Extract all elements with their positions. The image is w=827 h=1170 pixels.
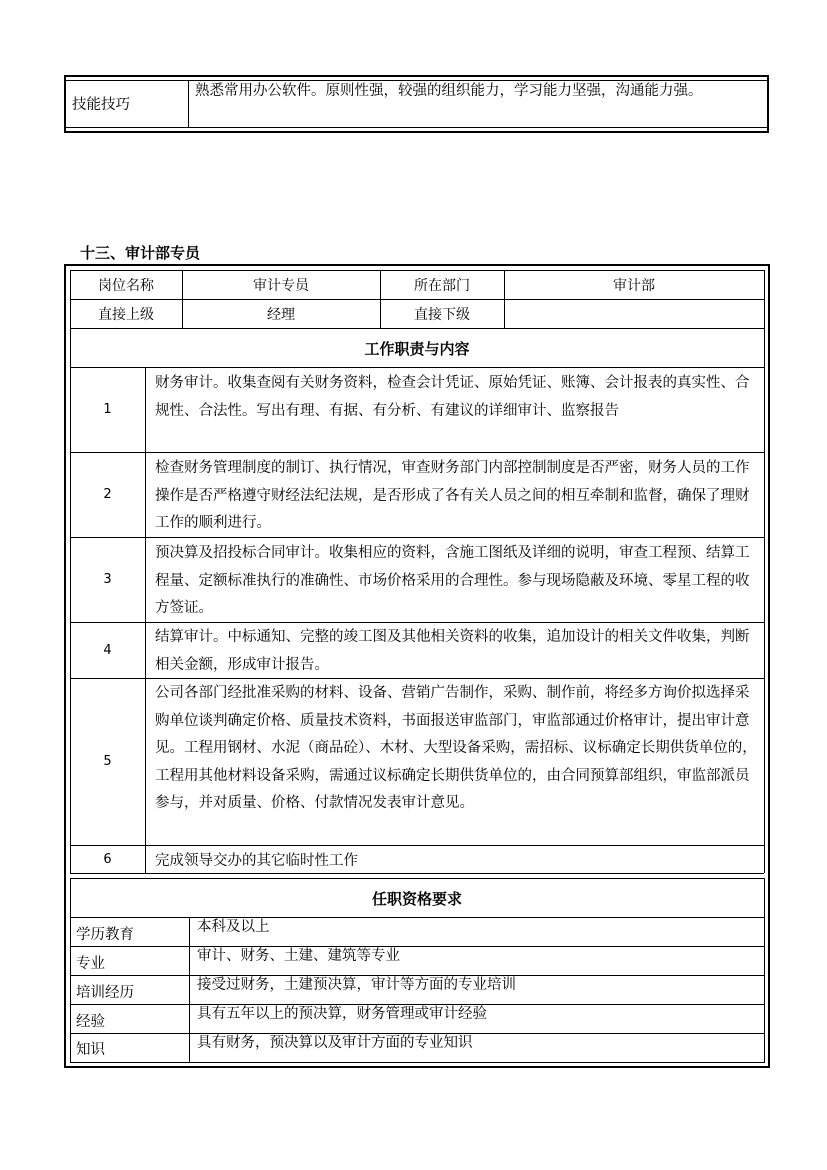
skills-label: 技能技巧 bbox=[72, 97, 130, 113]
subordinate-label: 直接下级 bbox=[414, 306, 470, 323]
duty-line-6 bbox=[70, 873, 764, 874]
position-label: 岗位名称 bbox=[98, 277, 154, 294]
qual-2-label: 专业 bbox=[76, 956, 105, 972]
dept-value: 审计部 bbox=[613, 277, 655, 294]
dept-label: 所在部门 bbox=[414, 277, 470, 294]
qual-label-column bbox=[189, 917, 190, 1062]
skills-value: 熟悉常用办公软件。原则性强，较强的组织能力，学习能力坚强，沟通能力强。 bbox=[195, 83, 703, 99]
duty-4-no: 4 bbox=[103, 642, 112, 658]
qual-3-value: 接受过财务，土建预决算，审计等方面的专业培训 bbox=[197, 977, 516, 993]
duty-5-no: 5 bbox=[103, 754, 112, 769]
qual-1-value: 本科及以上 bbox=[197, 919, 270, 935]
qual-line-1 bbox=[70, 946, 764, 947]
duty-3-no: 3 bbox=[103, 572, 112, 587]
qual-5-value: 具有财务，预决算以及审计方面的专业知识 bbox=[197, 1035, 473, 1051]
qual-title: 任职资格要求 bbox=[371, 890, 462, 908]
qual-right-border bbox=[764, 878, 765, 1063]
qual-5-label: 知识 bbox=[76, 1042, 105, 1058]
duty-1-text: 财务审计。收集查阅有关财务资料，检查会计凭证、原始凭证、账簿、会计报表的真实性、合规性、合法性。写出有理、有据、有分析、有建议的详细审计、监察报告 bbox=[155, 375, 750, 419]
duty-1-no: 1 bbox=[103, 402, 112, 417]
qual-4-label: 经验 bbox=[76, 1014, 105, 1030]
duty-line-1 bbox=[70, 452, 764, 453]
duties-right-border bbox=[764, 328, 765, 873]
skills-table-divider bbox=[188, 80, 189, 127]
qual-1-label: 学历教育 bbox=[76, 927, 134, 943]
superior-value: 经理 bbox=[267, 306, 295, 323]
qual-top-line bbox=[70, 878, 764, 879]
duty-2-text: 检查财务管理制度的制订、执行情况，审查财务部门内部控制制度是否严密，财务人员的工作操作是否严格遵守财经法纪法规，是否形成了各有关人员之间的相互牵制和监督，确保了理财工作的顺利进行。 bbox=[155, 460, 750, 531]
duty-2-no: 2 bbox=[103, 487, 112, 502]
qual-bottom-line bbox=[70, 1062, 764, 1063]
duty-6-text: 完成领导交办的其它临时性工作 bbox=[155, 852, 358, 869]
position-value: 审计专员 bbox=[253, 277, 309, 294]
qual-4-value: 具有五年以上的预决算，财务管理或审计经验 bbox=[197, 1006, 487, 1022]
qual-2-value: 审计、财务、土建、建筑等专业 bbox=[197, 948, 400, 964]
duty-3-text: 预决算及招投标合同审计。收集相应的资料，含施工图纸及详细的说明，审查工程预、结算工程量、定额标准执行的准确性、市场价格采用的合理性。参与现场隐蔽及环境、零星工程的收方签证。 bbox=[155, 545, 750, 616]
duty-4-text: 结算审计。中标通知、完整的竣工图及其他相关资料的收集，追加设计的相关文件收集，判断相关金额，形成审计报告。 bbox=[155, 629, 750, 673]
duties-title: 工作职责与内容 bbox=[364, 340, 470, 358]
subordinate-value bbox=[504, 299, 764, 328]
duties-no-column bbox=[145, 367, 146, 873]
qual-title-line bbox=[70, 917, 764, 918]
qual-3-label: 培训经历 bbox=[76, 985, 134, 1001]
info-bottom-line bbox=[70, 328, 764, 329]
info-right-border bbox=[764, 270, 765, 328]
superior-label: 直接上级 bbox=[98, 306, 154, 323]
section-title: 十三、审计部专员 bbox=[80, 244, 201, 262]
duty-5-text: 公司各部门经批准采购的材料、设备、营销广告制作，采购、制作前，将经多方询价拟选择采购单位谈判确定价格、质量技术资料，书面报送审监部门，审监部通过价格审计，提出审计意见。工程用钢材、水泥（商品砼）、木材、大型设备采购，需招标、议标确定长期供货单位的，工程用其他材料设备采购，需通过议标确定长期供货单位的，由合同预算部组织，审监部派员参与，并对质量、价格、付款情况发表审计意见。 bbox=[155, 685, 757, 811]
duty-6-no: 6 bbox=[103, 851, 112, 867]
duties-title-line bbox=[70, 367, 764, 368]
skills-table-inner-bottom bbox=[66, 127, 767, 128]
